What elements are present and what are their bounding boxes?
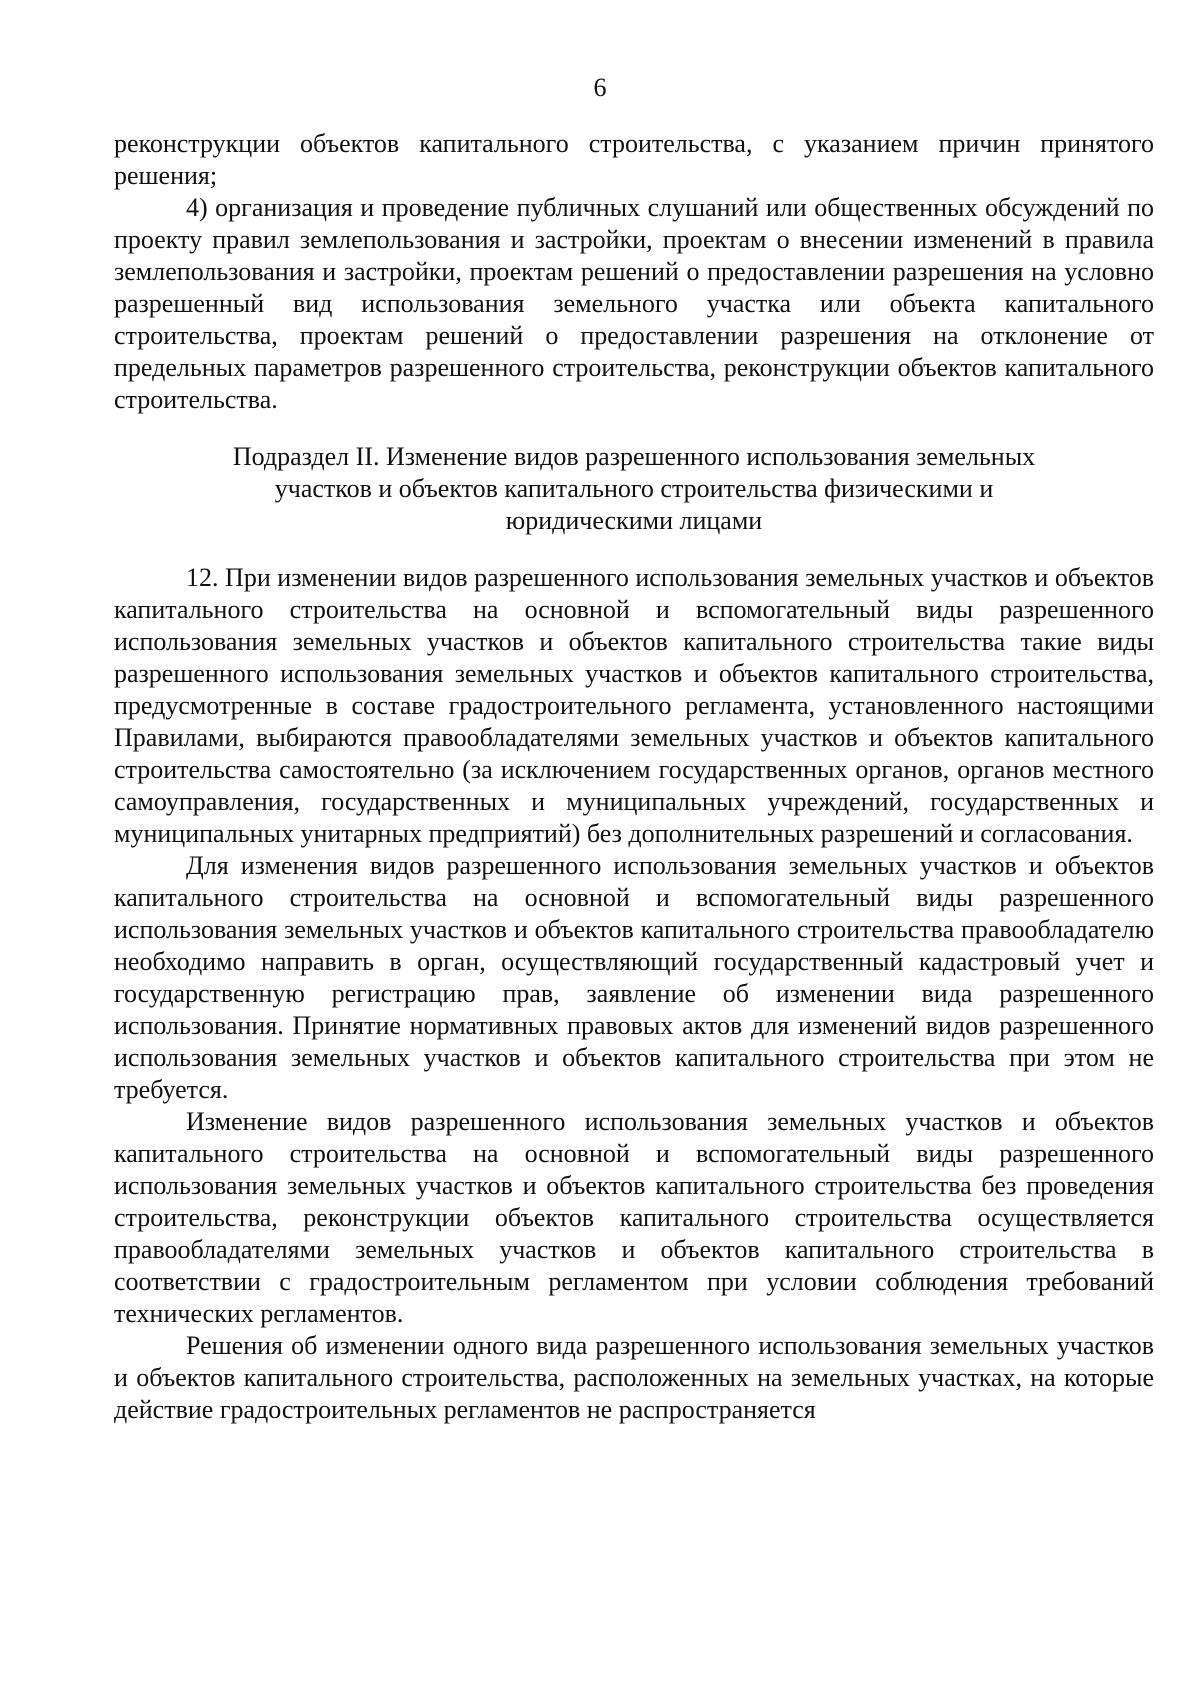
subsection-title	[114, 441, 1154, 537]
paragraph-change-procedure: Для изменения видов разрешенного использования земельных участков и объектов капитального строительства на основной и вспомогательный виды разрешенного использования земельных участков и объектов капитального строительства правообладателю необходимо направить в орган, осуществляющий государственный кадастровый учет и государственную регистрацию прав, заявление об изменении вида разрешенного использования. Принятие нормативных правовых актов для изменений видов разрешенного использования земельных участков и объектов капитального строительства при этом не требуется.	[114, 851, 1154, 1104]
subsection-title-line-3: юридическими лицами	[505, 506, 763, 535]
paragraph-continuation: реконструкции объектов капитального строительства, с указанием причин принятого решения;	[114, 129, 1154, 190]
subsection-title-line-1: Подраздел II. Изменение видов разрешенного использования земельных	[232, 442, 1036, 471]
document-body	[114, 128, 1154, 1426]
paragraph-12: 12. При изменении видов разрешенного использования земельных участков и объектов капитального строительства на основной и вспомогательный виды разрешенного использования земельных участков и объектов капитального строительства такие виды разрешенного использования земельных участков и объектов капитального строительства, предусмотренные в составе градостроительного регламента, установленного настоящими Правилами, выбираются правообладателями земельных участков и объектов капитального строительства самостоятельно (за исключением государственных органов, органов местного самоуправления, государственных и муниципальных учреждений, государственных и муниципальных унитарных предприятий) без дополнительных разрешений и согласования.	[114, 563, 1154, 848]
subsection-title-line-2: участков и объектов капитального строительства физическими и	[274, 474, 994, 503]
paragraph-change-without-construction: Изменение видов разрешенного использования земельных участков и объектов капитального строительства на основной и вспомогательный виды разрешенного использования земельных участков и объектов капитального строительства без проведения строительства, реконструкции объектов капитального строительства осуществляется правообладателями земельных участков и объектов капитального строительства в соответствии с градостроительным регламентом при условии соблюдения требований технических регламентов.	[114, 1107, 1154, 1328]
paragraph-decisions: Решения об изменении одного вида разрешенного использования земельных участков и объектов капитального строительства, расположенных на земельных участках, на которые действие градостроительных регламентов не распространяется	[114, 1331, 1154, 1424]
paragraph-item-4: 4) организация и проведение публичных слушаний или общественных обсуждений по проекту правил землепользования и застройки, проектам о внесении изменений в правила землепользования и застройки, проектам решений о предоставлении разрешения на условно разрешенный вид использования земельного участка или объекта капитального строительства, проектам решений о предоставлении разрешения на отклонение от предельных параметров разрешенного строительства, реконструкции объектов капитального строительства.	[114, 193, 1154, 414]
page-number: 6	[593, 73, 607, 102]
